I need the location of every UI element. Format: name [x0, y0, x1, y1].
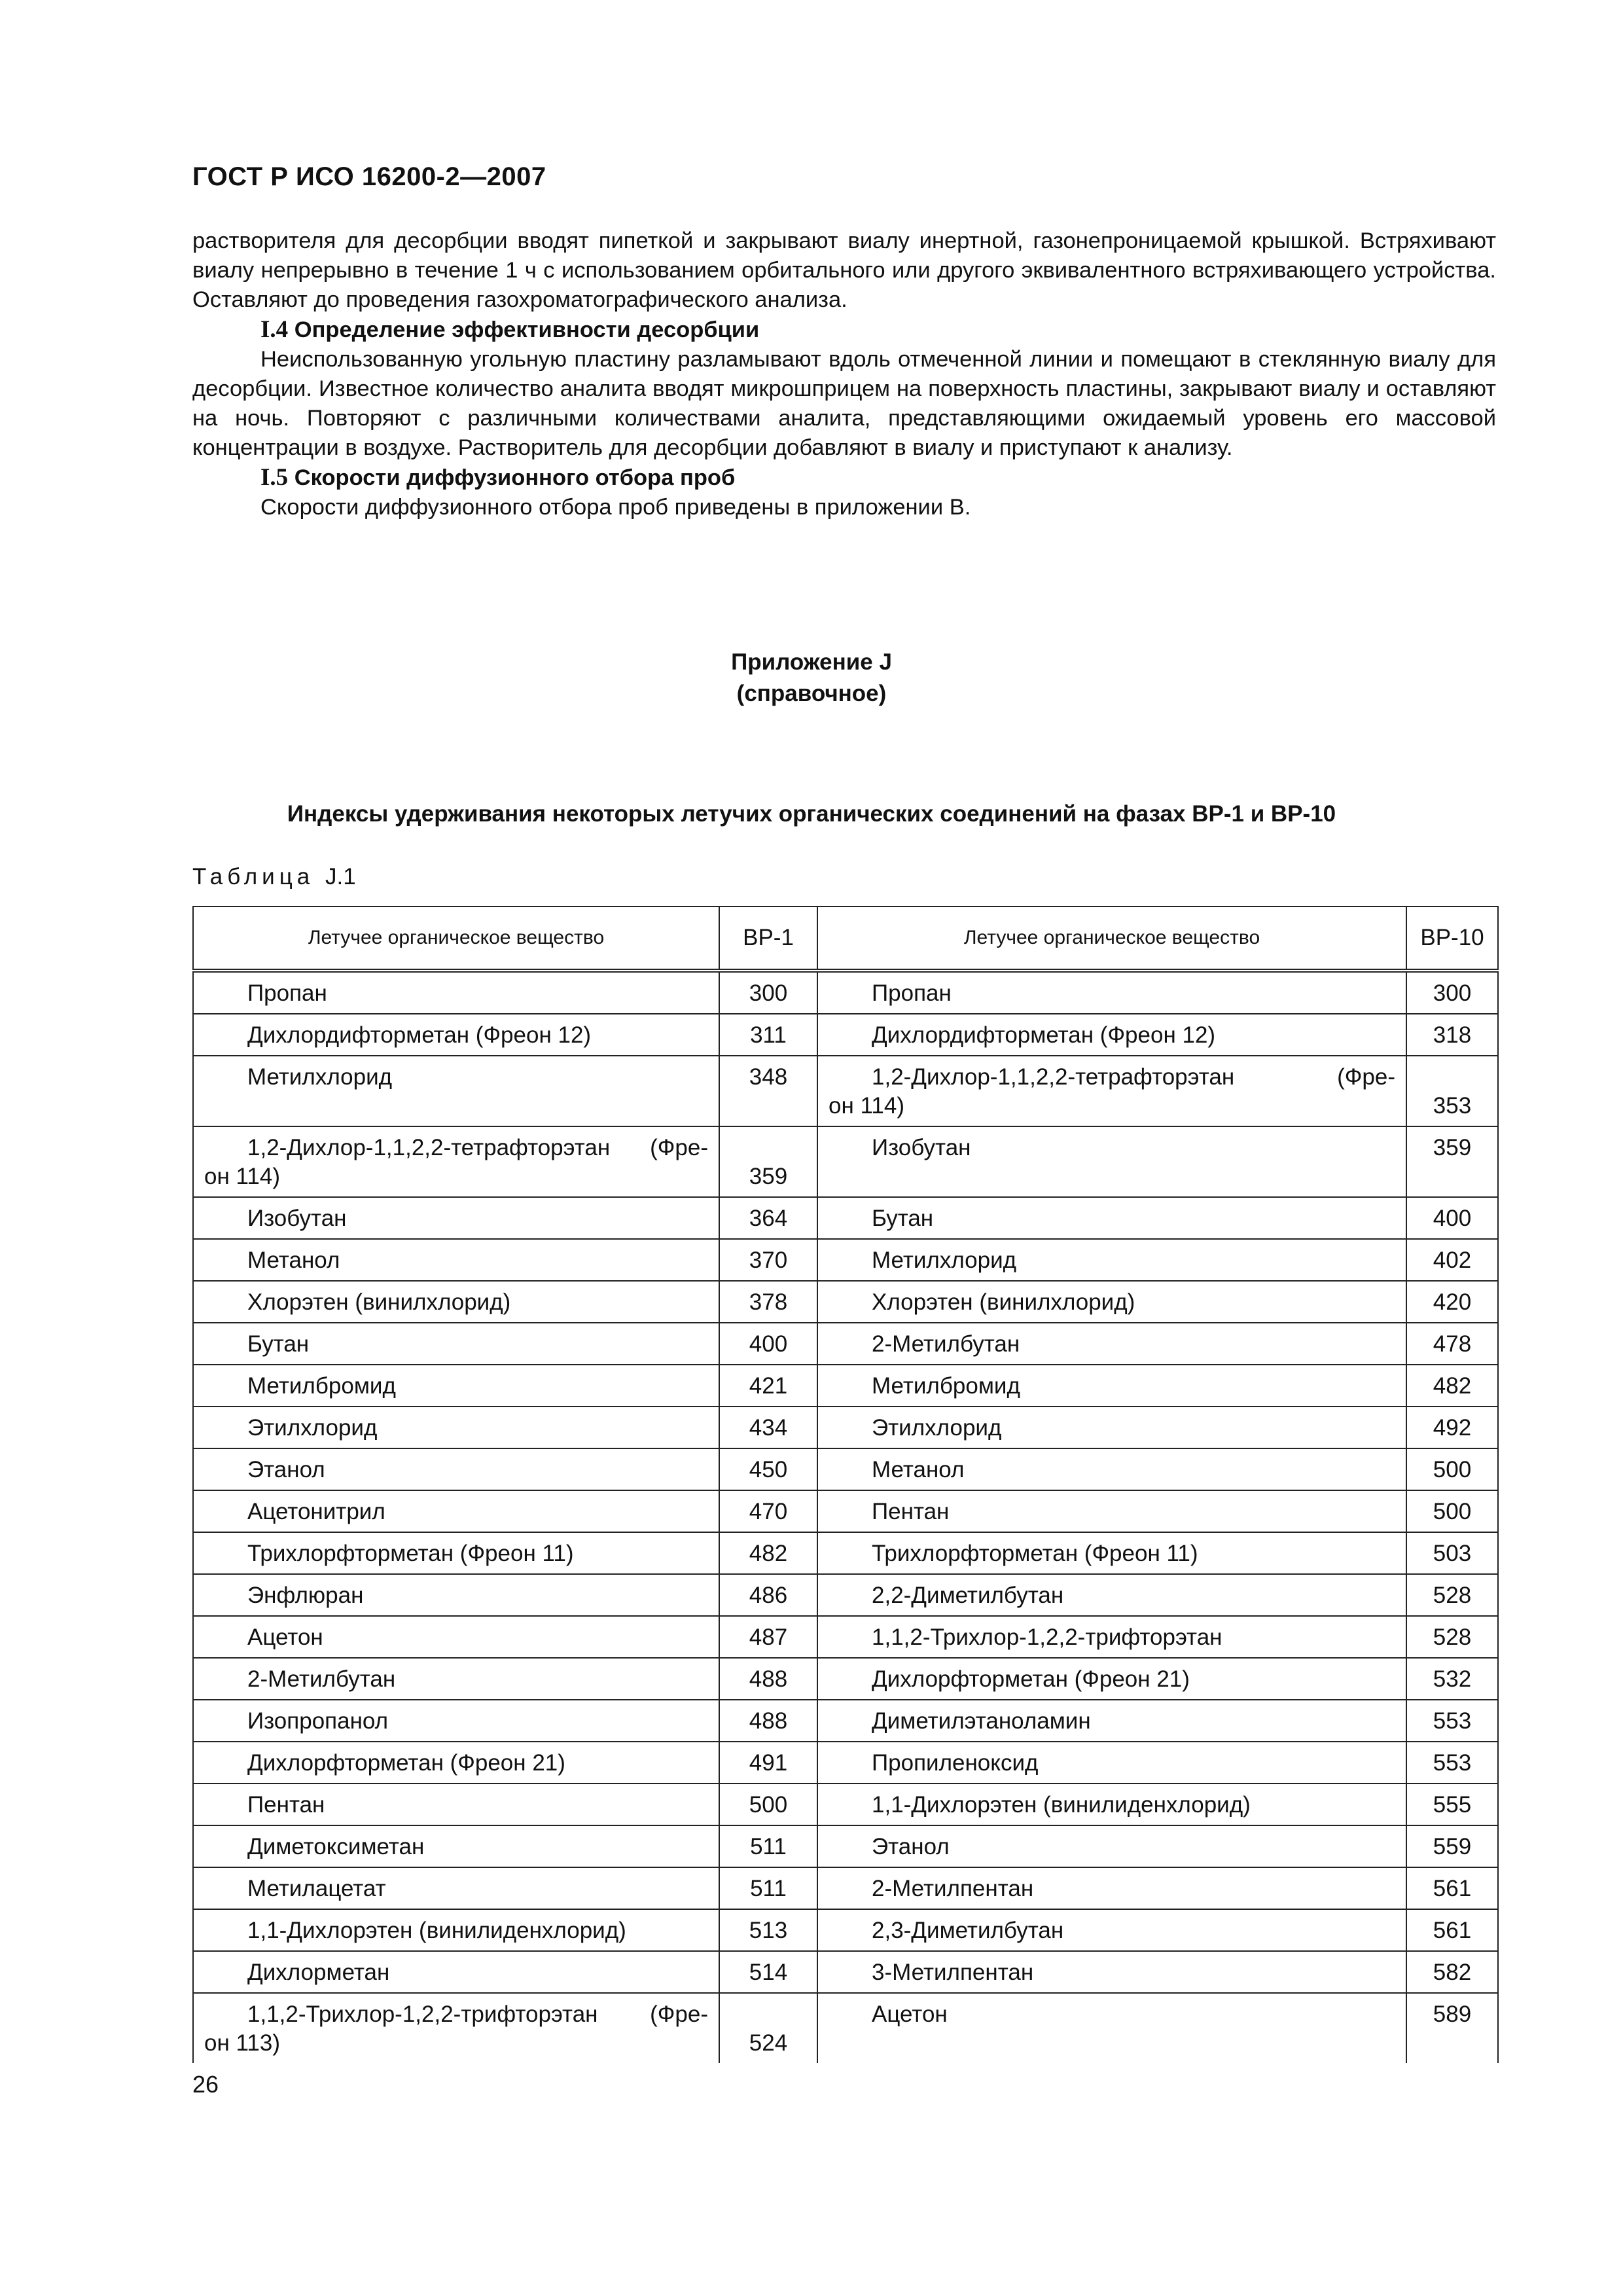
section-heading-i4 — [192, 315, 1496, 345]
table-row — [193, 1197, 1498, 1239]
value-cell: 513 — [719, 1909, 817, 1951]
substance-cell: Ацетон — [193, 1616, 719, 1658]
value-cell: 511 — [719, 1867, 817, 1909]
value-cell: 528 — [1406, 1574, 1498, 1616]
substance-cell: Метанол — [817, 1448, 1406, 1490]
table-row — [193, 1407, 1498, 1448]
substance-cell: Пентан — [193, 1784, 719, 1825]
value-cell: 348 — [719, 1056, 817, 1126]
value-cell: 589 — [1406, 1993, 1498, 2063]
table-row — [193, 1126, 1498, 1197]
substance-cell: Пропан — [193, 971, 719, 1014]
substance-cell: Дихлордифторметан (Фреон 12) — [817, 1014, 1406, 1056]
substance-cell: 2-Метилбутан — [193, 1658, 719, 1700]
value-cell: 482 — [1406, 1365, 1498, 1407]
page-number: 26 — [192, 2071, 219, 2098]
value-cell: 434 — [719, 1407, 817, 1448]
substance-cell — [193, 1993, 719, 2063]
table-row — [193, 1323, 1498, 1365]
table-row — [193, 1909, 1498, 1951]
substance-line: он 114) — [204, 1164, 280, 1189]
table-row — [193, 1825, 1498, 1867]
value-cell: 364 — [719, 1197, 817, 1239]
section-title: Скорости диффузионного отбора проб — [294, 465, 736, 490]
value-cell: 359 — [1406, 1126, 1498, 1197]
value-cell: 400 — [1406, 1197, 1498, 1239]
column-header-bp1: ВР-1 — [719, 906, 817, 971]
substance-cell: 3-Метилпентан — [817, 1951, 1406, 1993]
substance-cell: 2-Метилпентан — [817, 1867, 1406, 1909]
value-cell: 487 — [719, 1616, 817, 1658]
value-cell: 514 — [719, 1951, 817, 1993]
value-cell: 561 — [1406, 1867, 1498, 1909]
substance-line: 1,2-Дихлор-1,1,2,2-тетрафторэтан (Фре- — [872, 1064, 1395, 1090]
substance-cell: Хлорэтен (винилхлорид) — [193, 1281, 719, 1323]
substance-cell: Изобутан — [193, 1197, 719, 1239]
table-label-word: Таблица — [192, 864, 315, 889]
value-cell: 500 — [719, 1784, 817, 1825]
page-header: ГОСТ Р ИСО 16200-2—2007 — [192, 162, 546, 191]
value-cell: 420 — [1406, 1281, 1498, 1323]
value-cell: 421 — [719, 1365, 817, 1407]
value-cell: 400 — [719, 1323, 817, 1365]
table-row — [193, 1867, 1498, 1909]
table-row — [193, 1281, 1498, 1323]
substance-cell: Пентан — [817, 1490, 1406, 1532]
value-cell: 528 — [1406, 1616, 1498, 1658]
substance-cell: Этилхлорид — [817, 1407, 1406, 1448]
appendix-title: Приложение J — [731, 649, 892, 675]
value-cell: 450 — [719, 1448, 817, 1490]
value-cell: 491 — [719, 1742, 817, 1784]
substance-cell: Энфлюран — [193, 1574, 719, 1616]
substance-cell: Изобутан — [817, 1126, 1406, 1197]
table-row — [193, 1700, 1498, 1742]
substance-cell: Дихлорфторметан (Фреон 21) — [817, 1658, 1406, 1700]
retention-index-table — [192, 906, 1499, 2063]
substance-cell: Метилхлорид — [817, 1239, 1406, 1281]
table-header-row — [193, 906, 1498, 971]
substance-cell: Диметилэтаноламин — [817, 1700, 1406, 1742]
substance-cell — [817, 1056, 1406, 1126]
table-label — [192, 864, 356, 890]
table-row — [193, 971, 1498, 1014]
substance-cell: Этанол — [193, 1448, 719, 1490]
value-cell: 524 — [719, 1993, 817, 2063]
value-cell: 318 — [1406, 1014, 1498, 1056]
appendix-heading — [0, 647, 1623, 709]
substance-cell: Метилбромид — [817, 1365, 1406, 1407]
value-cell: 300 — [1406, 971, 1498, 1014]
substance-cell — [193, 1126, 719, 1197]
substance-cell: Этилхлорид — [193, 1407, 719, 1448]
value-cell: 532 — [1406, 1658, 1498, 1700]
value-cell: 582 — [1406, 1951, 1498, 1993]
substance-cell: Хлорэтен (винилхлорид) — [817, 1281, 1406, 1323]
table-row — [193, 1742, 1498, 1784]
table-row — [193, 1616, 1498, 1658]
value-cell: 300 — [719, 971, 817, 1014]
substance-cell: 1,1,2-Трихлор-1,2,2-трифторэтан — [817, 1616, 1406, 1658]
section-heading-i5 — [192, 463, 1496, 493]
substance-cell: 2,3-Диметилбутан — [817, 1909, 1406, 1951]
value-cell: 503 — [1406, 1532, 1498, 1574]
substance-cell: Пропан — [817, 971, 1406, 1014]
substance-cell: Этанол — [817, 1825, 1406, 1867]
table-row — [193, 1448, 1498, 1490]
value-cell: 378 — [719, 1281, 817, 1323]
table-title: Индексы удерживания некоторых летучих органических соединений на фазах ВР-1 и ВР-10 — [287, 801, 1336, 827]
body-text — [192, 226, 1496, 522]
substance-cell: Дихлорметан — [193, 1951, 719, 1993]
section-number: I.5 — [260, 464, 289, 491]
value-cell: 559 — [1406, 1825, 1498, 1867]
table-row — [193, 1490, 1498, 1532]
substance-cell: Диметоксиметан — [193, 1825, 719, 1867]
table-row — [193, 1993, 1498, 2063]
section-title: Определение эффективности десорбции — [294, 317, 760, 342]
paragraph: Неиспользованную угольную пластину разламывают вдоль отмеченной линии и помещают в стеклянную виалу для десорбции. Известное количество аналита вводят микрошприцем на поверхность пластины, закрывают виалу и оставляют на ночь. Повторяют с различными количествами аналита, представляющими ожидаемый уровень его массовой концентрации в воздухе. Растворитель для десорбции добавляют в виалу и приступают к анализу. — [192, 347, 1496, 460]
paragraph: растворителя для десорбции вводят пипеткой и закрывают виалу инертной, газонепроницаемой крышкой. Встряхивают виалу непрерывно в течение 1 ч с использованием орбитального или другого эквивалентного встряхивающего устройства. Оставляют до проведения газохроматографического анализа. — [192, 228, 1496, 312]
table-row — [193, 1951, 1498, 1993]
substance-cell: 2-Метилбутан — [817, 1323, 1406, 1365]
column-header-bp10: ВР-10 — [1406, 906, 1498, 971]
value-cell: 492 — [1406, 1407, 1498, 1448]
substance-cell: Дихлордифторметан (Фреон 12) — [193, 1014, 719, 1056]
value-cell: 353 — [1406, 1056, 1498, 1126]
value-cell: 500 — [1406, 1448, 1498, 1490]
substance-cell: 1,1-Дихлорэтен (винилиденхлорид) — [193, 1909, 719, 1951]
substance-cell: 1,1-Дихлорэтен (винилиденхлорид) — [817, 1784, 1406, 1825]
substance-cell: Метанол — [193, 1239, 719, 1281]
column-header-substance: Летучее органическое вещество — [193, 906, 719, 971]
substance-cell: Ацетон — [817, 1993, 1406, 2063]
value-cell: 488 — [719, 1700, 817, 1742]
table-row — [193, 1532, 1498, 1574]
substance-cell: Трихлорфторметан (Фреон 11) — [193, 1532, 719, 1574]
value-cell: 370 — [719, 1239, 817, 1281]
substance-cell: Пропиленоксид — [817, 1742, 1406, 1784]
table-row — [193, 1784, 1498, 1825]
value-cell: 482 — [719, 1532, 817, 1574]
value-cell: 359 — [719, 1126, 817, 1197]
substance-line: он 113) — [204, 2030, 280, 2056]
column-header-substance: Летучее органическое вещество — [817, 906, 1406, 971]
substance-cell: Метилбромид — [193, 1365, 719, 1407]
value-cell: 311 — [719, 1014, 817, 1056]
table-row — [193, 1239, 1498, 1281]
table-row — [193, 1056, 1498, 1126]
substance-line: он 114) — [829, 1093, 904, 1119]
substance-cell: Метилацетат — [193, 1867, 719, 1909]
substance-cell: Бутан — [817, 1197, 1406, 1239]
value-cell: 553 — [1406, 1742, 1498, 1784]
substance-cell: Трихлорфторметан (Фреон 11) — [817, 1532, 1406, 1574]
table-row — [193, 1014, 1498, 1056]
table-number: J.1 — [325, 864, 356, 889]
value-cell: 555 — [1406, 1784, 1498, 1825]
value-cell: 478 — [1406, 1323, 1498, 1365]
value-cell: 486 — [719, 1574, 817, 1616]
section-number: I.4 — [260, 316, 289, 343]
substance-cell: Метилхлорид — [193, 1056, 719, 1126]
substance-cell: 2,2-Диметилбутан — [817, 1574, 1406, 1616]
paragraph: Скорости диффузионного отбора проб приведены в приложении В. — [260, 495, 971, 520]
value-cell: 488 — [719, 1658, 817, 1700]
value-cell: 561 — [1406, 1909, 1498, 1951]
appendix-subtitle: (справочное) — [736, 681, 887, 706]
table-row — [193, 1658, 1498, 1700]
substance-cell: Бутан — [193, 1323, 719, 1365]
substance-line: 1,1,2-Трихлор-1,2,2-трифторэтан (Фре- — [247, 2001, 708, 2027]
value-cell: 470 — [719, 1490, 817, 1532]
table-row — [193, 1365, 1498, 1407]
substance-cell: Дихлорфторметан (Фреон 21) — [193, 1742, 719, 1784]
value-cell: 500 — [1406, 1490, 1498, 1532]
value-cell: 553 — [1406, 1700, 1498, 1742]
table-row — [193, 1574, 1498, 1616]
value-cell: 511 — [719, 1825, 817, 1867]
substance-line: 1,2-Дихлор-1,1,2,2-тетрафторэтан (Фре- — [247, 1135, 708, 1160]
substance-cell: Ацетонитрил — [193, 1490, 719, 1532]
substance-cell: Изопропанол — [193, 1700, 719, 1742]
value-cell: 402 — [1406, 1239, 1498, 1281]
